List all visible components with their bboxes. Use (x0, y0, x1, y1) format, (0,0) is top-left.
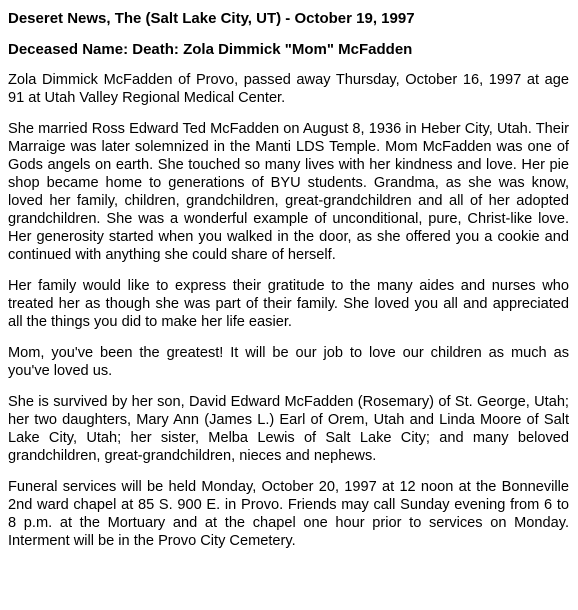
paragraph-survivors: She is survived by her son, David Edward McFadden (Rosemary) of St. George, Utah; her two daughters, Mary Ann (James L.) Earl of Orem, Utah and Linda Moore of Salt Lake City, Utah; her sister, Melba Lewis of Salt Lake City; and many beloved grandchildren, great-grandchildren, nieces and nephews. (8, 394, 569, 464)
newspaper-source-heading: Deseret News, The (Salt Lake City, UT) - October 19, 1997 (8, 10, 415, 27)
paragraph-tribute: Mom, you've been the greatest! It will be our job to love our children as much as you've loved us. (8, 345, 569, 379)
deceased-name-heading: Deceased Name: Death: Zola Dimmick "Mom" McFadden (8, 41, 413, 58)
paragraph-funeral-services: Funeral services will be held Monday, October 20, 1997 at 12 noon at the Bonneville 2nd ward chapel at 85 S. 900 E. in Provo. Friends may call Sunday evening from 6 to 8 p.m. at the Mortuary and at the chapel one hour prior to services on Monday. Interment will be in the Provo City Cemetery. (8, 479, 569, 549)
paragraph-death-notice: Zola Dimmick McFadden of Provo, passed away Thursday, October 16, 1997 at age 91 at Utah Valley Regional Medical Center. (8, 72, 569, 106)
paragraph-life-story: She married Ross Edward Ted McFadden on August 8, 1936 in Heber City, Utah. Their Marraige was later solemnized in the Manti LDS Temple. Mom McFadden was one of Gods angels on earth. She touched so many lives with her kindness and love. Her pie shop became home to generations of BYU students. Grandma, as she was know, loved her family, children, grandchildren, great-grandchildren and all of her adopted grandchildren. She was a wonderful example of unconditional, pure, Christ-like love. Her generosity started when you walked in the door, as she offered you a cookie and continued with anything she could share of herself. (8, 121, 569, 263)
paragraph-gratitude: Her family would like to express their gratitude to the many aides and nurses who treated her as though she was part of their family. She loved you all and appreciated all the things you did to make her life easier. (8, 278, 569, 330)
